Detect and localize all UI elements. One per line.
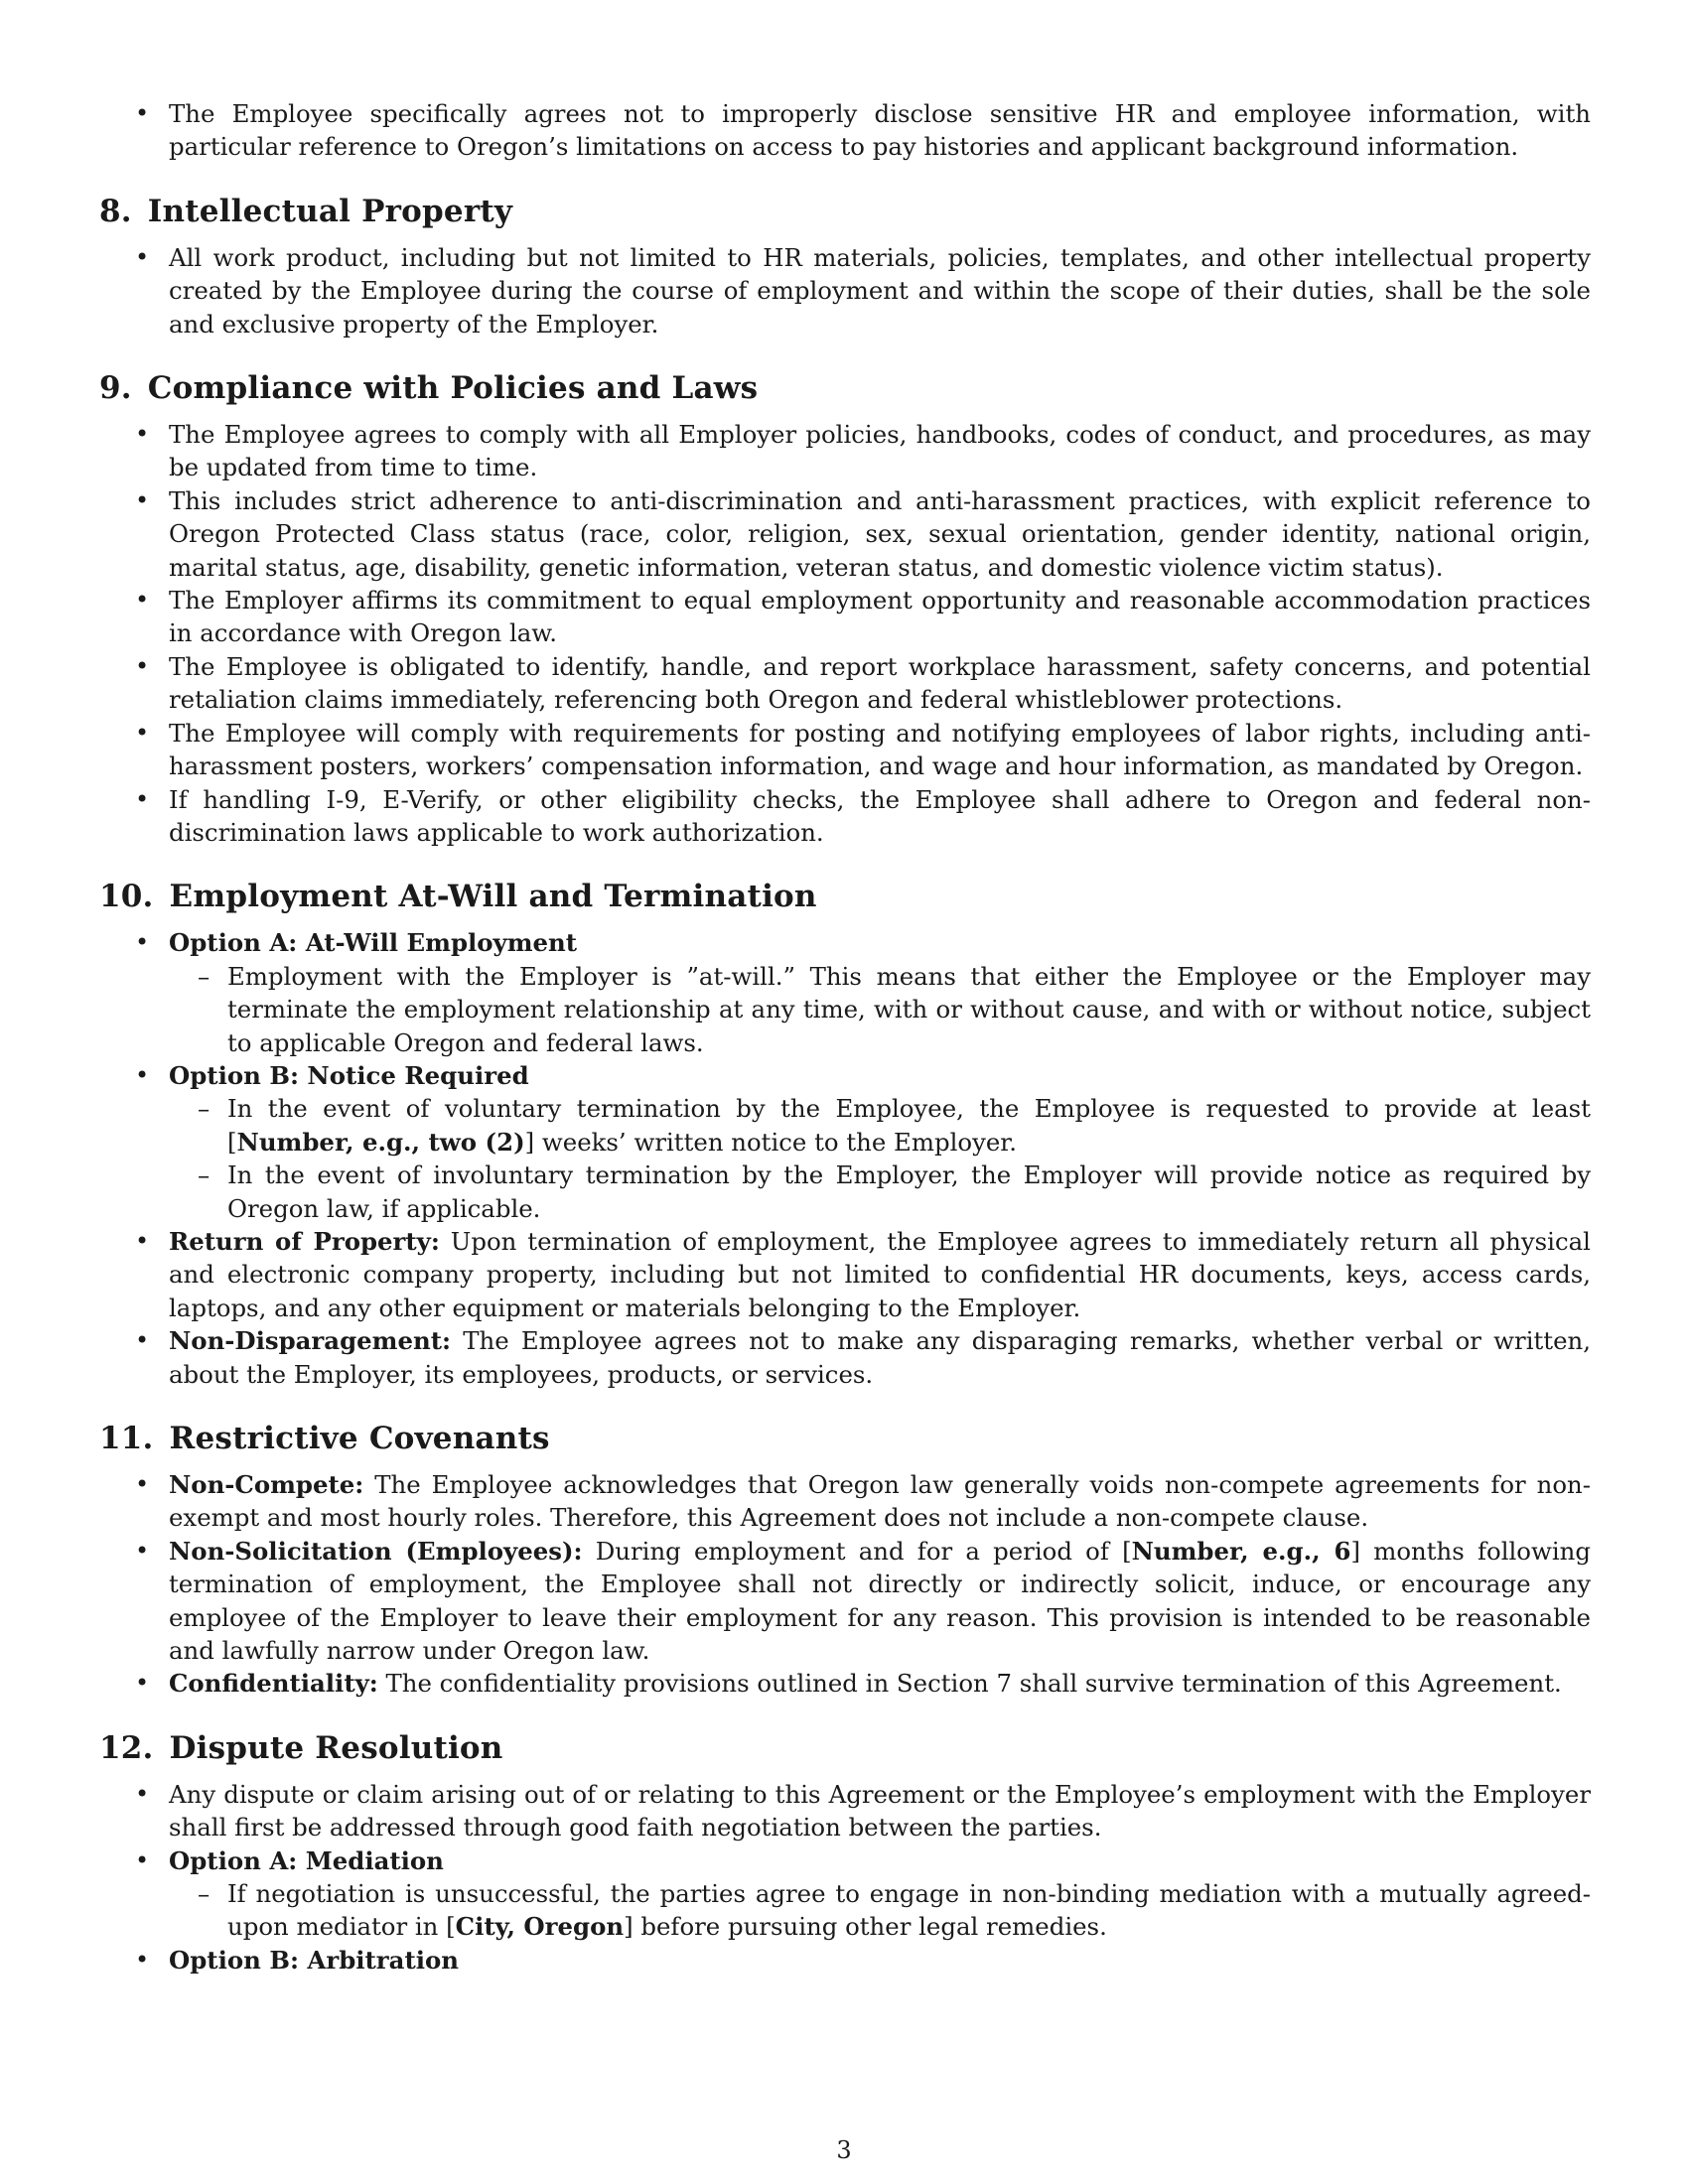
text-run: The confidentiality provisions outlined in Section 7 shall survive termination of this Agreement.	[377, 1669, 1562, 1699]
section-number: 12.	[99, 1729, 154, 1766]
option-label: Option A: Mediation	[169, 1845, 444, 1875]
section-title: Intellectual Property	[147, 193, 513, 229]
list-item	[99, 926, 1591, 1059]
text-run: ] months following termination of employment, the Employee shall not directly or indirectly solicit, induce, or encourage any employee of the Employer to leave their employment for any reason. This provision is intended to be reasonable and lawfully narrow under Oregon law.	[169, 1536, 1591, 1666]
sub-list-item: – Employment with the Employer is ”at-will.” This means that either the Employee or the Employer may terminate the employment relationship at any time, with or without cause, and with or without notice, subject to applicable Oregon and federal laws.	[169, 960, 1591, 1059]
list-item	[99, 1535, 1591, 1668]
section-list	[99, 418, 1591, 849]
list-item	[99, 1468, 1591, 1535]
list-item	[99, 1059, 1591, 1225]
item-label: Non-Disparagement:	[169, 1326, 451, 1356]
list-item	[99, 1844, 1591, 1944]
section-heading	[99, 1419, 1591, 1458]
list-item: • The Employee specifically agrees not to improperly disclose sensitive HR and employee information, with particular reference to Oregon’s limitations on access to pay histories and applicant background information.	[99, 97, 1591, 164]
sub-list	[169, 1877, 1591, 1944]
page-number: 3	[836, 2136, 852, 2164]
item-label: Non-Solicitation (Employees):	[169, 1536, 583, 1566]
section-compliance	[99, 368, 1591, 849]
section-number: 11.	[99, 1421, 154, 1456]
sub-list	[169, 1092, 1591, 1225]
section-heading	[99, 877, 1591, 916]
item-label: Confidentiality:	[169, 1669, 378, 1699]
text-run: ] before pursuing other legal remedies.	[624, 1912, 1107, 1942]
section-title: Compliance with Policies and Laws	[147, 370, 759, 407]
section-number: 9.	[99, 370, 132, 407]
option-label: Option B: Notice Required	[169, 1060, 529, 1090]
section-title: Dispute Resolution	[169, 1729, 503, 1766]
list-item: • This includes strict adherence to anti-discrimination and anti-harassment practices, with explicit reference to Oregon Protected Class status (race, color, religion, sex, sexual orientation, gender identity, national origin, marital status, age, disability, genetic information, veteran status, and domestic violence victim status).	[99, 484, 1591, 584]
section-list	[99, 241, 1591, 341]
section-termination	[99, 877, 1591, 1391]
section-list	[99, 1468, 1591, 1701]
section-dispute-resolution	[99, 1728, 1591, 1977]
text-run: Upon termination of employment, the Employee agrees to immediately return all physical and electronic company property, including but not limited to confidential HR documents, keys, access cards, laptops, and any other equipment or materials belonging to the Employer.	[169, 1226, 1591, 1322]
section-heading	[99, 1728, 1591, 1768]
list-item: • Any dispute or claim arising out of or relating to this Agreement or the Employee’s employment with the Employer shall first be addressed through good faith negotiation between the parties.	[99, 1778, 1591, 1844]
placeholder-field: City, Oregon	[455, 1912, 625, 1942]
section-number: 10.	[99, 879, 154, 915]
list-item: • If handling I-9, E-Verify, or other eligibility checks, the Employee shall adhere to Oregon and federal non-discrimination laws applicable to work authorization.	[99, 783, 1591, 850]
item-label: Return of Property:	[169, 1226, 440, 1256]
list-item	[99, 1667, 1591, 1700]
section-number: 8.	[99, 193, 132, 229]
section-title: Employment At-Will and Termination	[169, 879, 817, 915]
list-item: • All work product, including but not limited to HR materials, policies, templates, and other intellectual property created by the Employee during the course of employment and within the scope of their duties, shall be the sole and exclusive property of the Employer.	[99, 241, 1591, 341]
list-item: • The Employee agrees to comply with all Employer policies, handbooks, codes of conduct, and procedures, as may be updated from time to time.	[99, 418, 1591, 484]
section-intellectual-property	[99, 192, 1591, 341]
option-label: Option B: Arbitration	[169, 1945, 459, 1975]
option-label: Option A: At-Will Employment	[169, 928, 578, 958]
list-item	[99, 1225, 1591, 1324]
item-label: Non-Compete:	[169, 1470, 364, 1499]
sub-list-item	[169, 1877, 1591, 1944]
sub-list-item: – In the event of involuntary termination by the Employer, the Employer will provide notice as required by Oregon law, if applicable.	[169, 1159, 1591, 1225]
section-title: Restrictive Covenants	[169, 1421, 550, 1456]
text-run: ] weeks’ written notice to the Employer.	[524, 1127, 1018, 1157]
text-run: If negotiation is unsuccessful, the parties agree to engage in non-binding mediation with a mutually agreed-upon mediator in [	[227, 1879, 1591, 1942]
document-page	[99, 97, 1591, 1977]
sub-list-item	[169, 1092, 1591, 1159]
section-heading	[99, 368, 1591, 408]
list-item: • The Employee is obligated to identify, handle, and report workplace harassment, safety concerns, and potential retaliation claims immediately, referencing both Oregon and federal whistleblower protections.	[99, 650, 1591, 717]
text-run: The Employee acknowledges that Oregon law generally voids non-compete agreements for non-exempt and most hourly roles. Therefore, this Agreement does not include a non-compete clause.	[169, 1470, 1591, 1533]
list-item: • The Employee will comply with requirements for posting and notifying employees of labor rights, including anti-harassment posters, workers’ compensation information, and wage and hour information, as mandated by Oregon.	[99, 717, 1591, 783]
list-item: • The Employer affirms its commitment to equal employment opportunity and reasonable accommodation practices in accordance with Oregon law.	[99, 584, 1591, 650]
section-restrictive-covenants	[99, 1419, 1591, 1701]
text-run: During employment and for a period of [	[582, 1536, 1132, 1566]
list-item	[99, 1324, 1591, 1391]
intro-list	[99, 97, 1591, 164]
text-run: In the event of voluntary termination by the Employee, the Employee is requested to provide at least [	[227, 1094, 1591, 1157]
section-heading	[99, 192, 1591, 231]
section-list	[99, 1778, 1591, 1977]
list-item	[99, 1944, 1591, 1977]
placeholder-field: Number, e.g., 6	[1131, 1536, 1351, 1566]
text-run: The Employee agrees not to make any disparaging remarks, whether verbal or written, about the Employer, its employees, products, or services.	[169, 1326, 1591, 1389]
placeholder-field: Number, e.g., two (2)	[236, 1127, 525, 1157]
section-list	[99, 926, 1591, 1391]
sub-list	[169, 960, 1591, 1059]
